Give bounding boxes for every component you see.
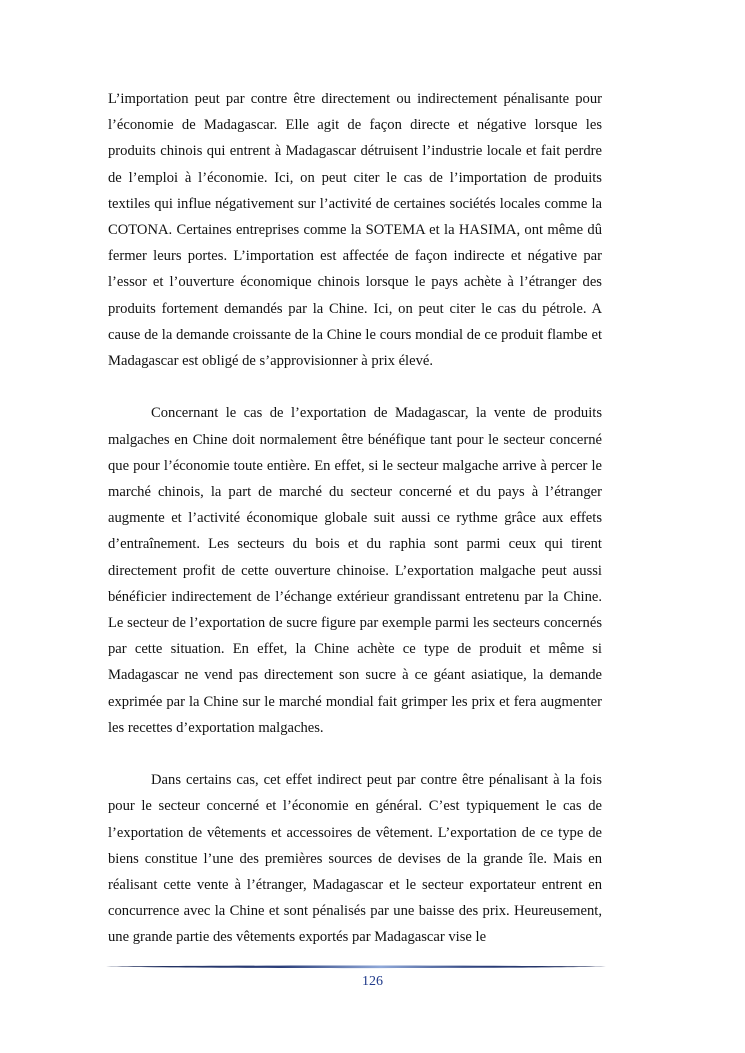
body-text bbox=[108, 86, 602, 951]
paragraph-exportation: Concernant le cas de l’exportation de Madagascar, la vente de produits malgaches en Chine doit normalement être bénéfique tant pour le secteur concerné que pour l’économie toute entière. En effet, si le secteur malgache arrive à percer le marché chinois, la part de marché du secteur concerné et du pays à l’étranger augmente et l’activité économique globale suit aussi ce rythme grâce aux effets d’entraînement. Les secteurs du bois et du raphia sont parmi ceux qui tirent directement profit de cette ouverture chinoise. L’exportation malgache peut aussi bénéficier indirectement de l’échange extérieur grandissant entretenu par la Chine. Le secteur de l’exportation de sucre figure par exemple parmi les secteurs concernés par cette situation. En effet, la Chine achète ce type de produit et même si Madagascar ne vend pas directement son sucre à ce géant asiatique, la demande exprimée par la Chine sur le marché mondial fait grimper les prix et fera augmenter les recettes d’exportation malgaches. bbox=[108, 405, 602, 736]
paragraph-effet-indirect: Dans certains cas, cet effet indirect peut par contre être pénalisant à la fois pour le secteur concerné et l’économie en général. C’est typiquement le cas de l’exportation de vêtements et accessoires de vêtement. L’exportation de ce type de biens constitue l’une des premières sources de devises de la grande île. Mais en réalisant cette vente à l’étranger, Madagascar et le secteur exportateur entrent en concurrence avec la Chine et sont pénalisés par une baisse des prix. Heureusement, une grande partie des vêtements exportés par Madagascar vise le bbox=[108, 772, 602, 946]
paragraph-importation: L’importation peut par contre être directement ou indirectement pénalisante pour l’économie de Madagascar. Elle agit de façon directe et négative lorsque les produits chinois qui entrent à Madagascar détruisent l’industrie locale et fait perdre de l’emploi à l’économie. Ici, on peut citer le cas de l’importation de produits textiles qui influe négativement sur l’activité de certaines sociétés locales comme la COTONA. Certaines entreprises comme la SOTEMA et la HASIMA, ont même dû fermer leurs portes. L’importation est affectée de façon indirecte et négative par l’essor et l’ouverture économique chinois lorsque le pays achète à l’étranger des produits fortement demandés par la Chine. Ici, on peut citer le cas du pétrole. A cause de la demande croissante de la Chine le cours mondial de ce produit flambe et Madagascar est obligé de s’approvisionner à prix élevé. bbox=[108, 91, 602, 370]
page-number: 126 bbox=[362, 974, 383, 989]
footer-rule bbox=[106, 964, 606, 970]
footer-rule-line bbox=[106, 964, 606, 970]
